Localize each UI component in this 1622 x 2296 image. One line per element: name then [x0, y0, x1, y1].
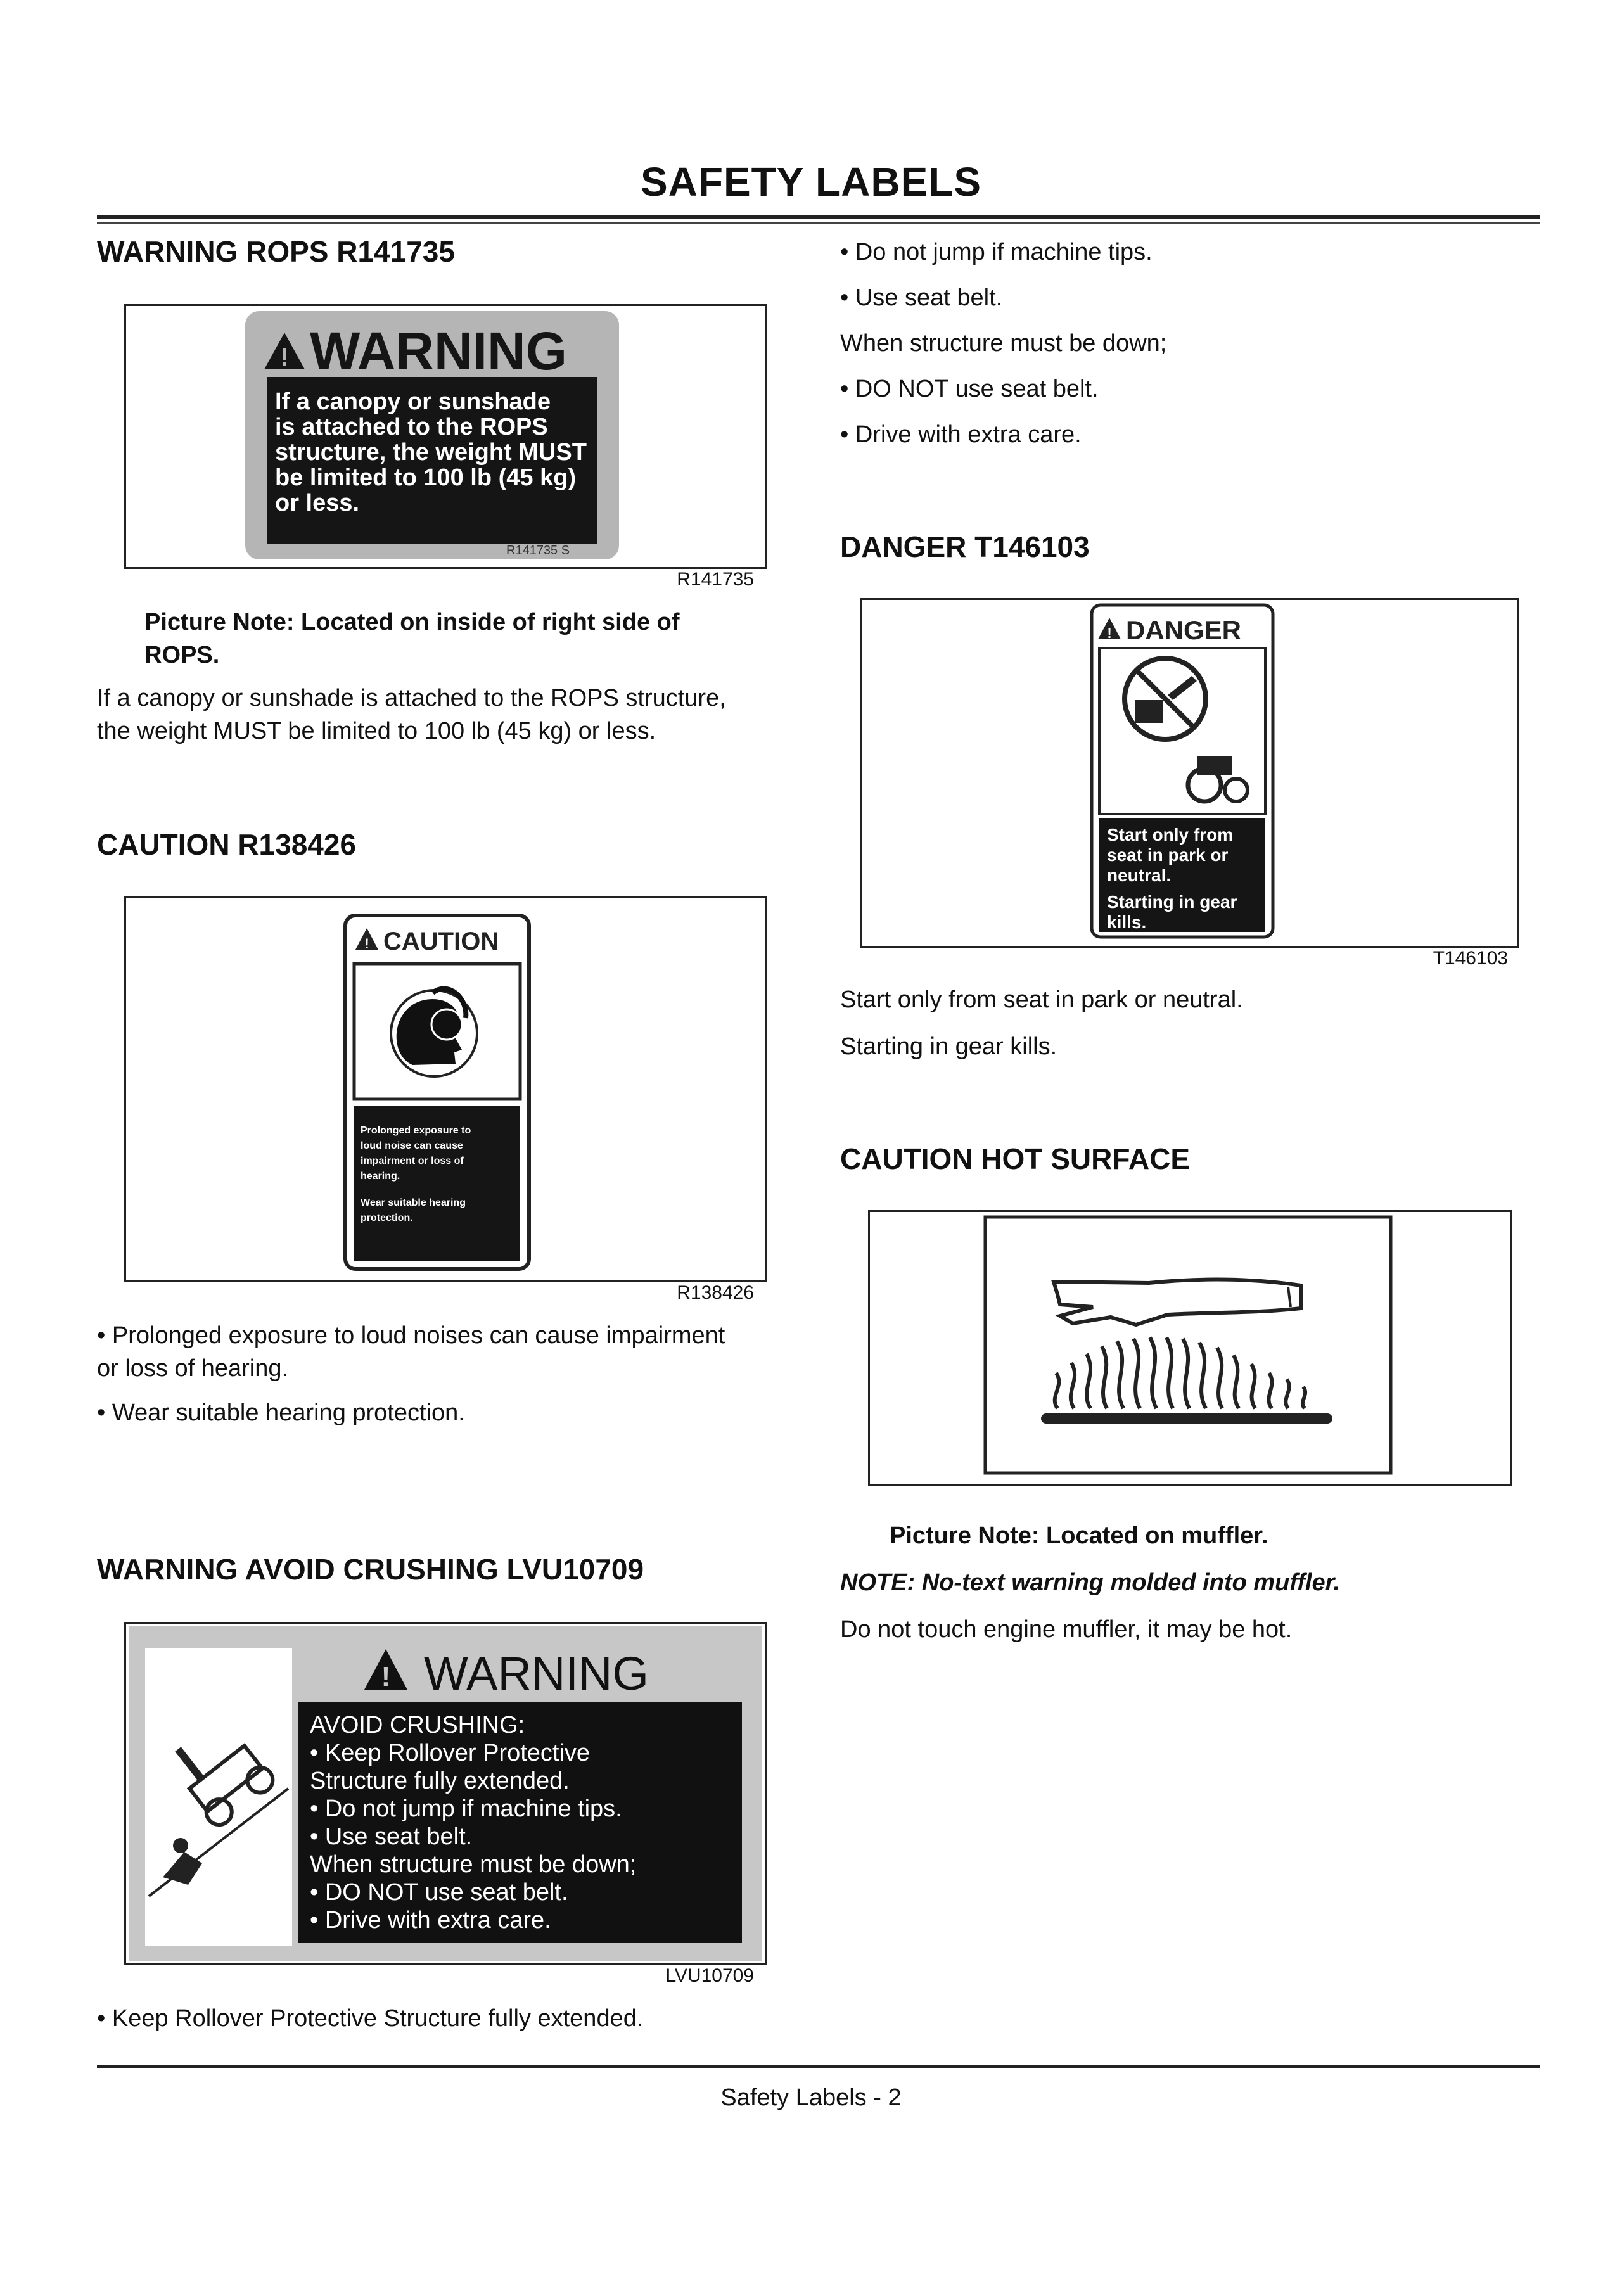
- svg-text:!: !: [364, 936, 369, 952]
- caution-decal-line: hearing.: [361, 1171, 400, 1182]
- danger-decal-line: Starting in gear: [1107, 892, 1237, 912]
- danger-decal: [862, 600, 1517, 946]
- danger-decal-header: DANGER: [1126, 615, 1242, 645]
- rops-decal-line: structure, the weight MUST: [275, 439, 587, 466]
- crushing-decal-line: • Drive with extra care.: [310, 1907, 551, 1934]
- crushing-label-frame: [124, 1622, 767, 1965]
- hot-surface-label-frame: [868, 1210, 1512, 1486]
- rops-heading: WARNING ROPS R141735: [97, 235, 455, 268]
- svg-text:!: !: [1107, 625, 1112, 641]
- crushing-decal-line: • Use seat belt.: [310, 1823, 473, 1850]
- crushing-bullet: • Keep Rollover Protective Structure fully extended.: [97, 2005, 644, 2032]
- caution-decal-line: impairment or loss of: [361, 1156, 464, 1166]
- crushing-decal-line: Structure fully extended.: [310, 1768, 570, 1794]
- caution-hearing-bullet: • Wear suitable hearing protection.: [97, 1400, 465, 1426]
- danger-decal-line: Start only from: [1107, 825, 1234, 845]
- danger-label-frame: [860, 598, 1519, 948]
- crushing-caption: LVU10709: [665, 1965, 754, 1986]
- danger-text: Starting in gear kills.: [840, 1033, 1057, 1060]
- footer-divider: [97, 2065, 1540, 2068]
- title-divider-thin: [97, 222, 1540, 224]
- rops-warning-decal: [126, 306, 765, 567]
- hot-surface-note: NOTE: No-text warning molded into muffler.: [840, 1569, 1340, 1596]
- caution-hearing-caption: R138426: [677, 1282, 754, 1303]
- rops-decal-line: is attached to the ROPS: [275, 414, 548, 440]
- hot-surface-heading: CAUTION HOT SURFACE: [840, 1142, 1190, 1175]
- caution-hearing-bullet-cont: or loss of hearing.: [97, 1355, 289, 1382]
- rops-decal-code: R141735 S: [506, 544, 570, 558]
- caution-decal-line: Wear suitable hearing: [361, 1197, 466, 1208]
- crushing-continued-line: When structure must be down;: [840, 330, 1167, 357]
- page-footer: Safety Labels - 2: [720, 2084, 902, 2111]
- rops-decal-header: WARNING: [310, 321, 567, 381]
- rops-decal-line: If a canopy or sunshade: [275, 388, 551, 415]
- danger-heading: DANGER T146103: [840, 530, 1090, 563]
- crushing-continued-line: • DO NOT use seat belt.: [840, 376, 1099, 402]
- rops-picture-note: Picture Note: Located on inside of right side of: [144, 609, 680, 635]
- rops-text-cont: the weight MUST be limited to 100 lb (45 kg) or less.: [97, 718, 656, 744]
- crushing-continued-line: • Do not jump if machine tips.: [840, 239, 1153, 265]
- crushing-warning-decal: [126, 1624, 765, 1963]
- hot-surface-picture-note: Picture Note: Located on muffler.: [890, 1522, 1268, 1549]
- svg-text:!: !: [381, 1661, 391, 1692]
- crushing-decal-line: AVOID CRUSHING:: [310, 1712, 525, 1738]
- caution-decal-line: Prolonged exposure to: [361, 1125, 471, 1136]
- danger-decal-line: neutral.: [1107, 865, 1172, 885]
- hot-surface-pictogram: [870, 1212, 1510, 1484]
- caution-hearing-decal: [126, 898, 765, 1280]
- title-divider: [97, 215, 1540, 219]
- caution-decal-line: loud noise can cause: [361, 1140, 463, 1151]
- crushing-heading: WARNING AVOID CRUSHING LVU10709: [97, 1553, 644, 1586]
- rops-label-frame: [124, 304, 767, 569]
- crushing-continued-line: • Drive with extra care.: [840, 421, 1082, 448]
- crushing-decal-line: • Keep Rollover Protective: [310, 1740, 591, 1766]
- caution-decal-line: protection.: [361, 1213, 413, 1223]
- rops-decal-line: be limited to 100 lb (45 kg): [275, 464, 577, 491]
- crushing-decal-line: When structure must be down;: [310, 1851, 637, 1878]
- rops-caption: R141735: [677, 569, 754, 590]
- crushing-decal-line: • Do not jump if machine tips.: [310, 1795, 622, 1822]
- rops-text: If a canopy or sunshade is attached to the ROPS structure,: [97, 685, 726, 711]
- hot-surface-text: Do not touch engine muffler, it may be hot.: [840, 1616, 1293, 1643]
- crushing-decal-line: • DO NOT use seat belt.: [310, 1879, 568, 1906]
- rops-picture-note-cont: ROPS.: [144, 642, 220, 668]
- danger-decal-line: seat in park or: [1107, 845, 1229, 865]
- danger-caption: T146103: [1433, 948, 1508, 969]
- crushing-continued-line: • Use seat belt.: [840, 284, 1003, 311]
- page-title: SAFETY LABELS: [640, 159, 982, 205]
- caution-hearing-label-frame: [124, 896, 767, 1282]
- rops-decal-line: or less.: [275, 490, 360, 516]
- crushing-decal-header: WARNING: [424, 1647, 649, 1700]
- caution-decal-header: CAUTION: [383, 928, 499, 955]
- danger-text: Start only from seat in park or neutral.: [840, 986, 1243, 1013]
- svg-text:!: !: [280, 343, 289, 371]
- caution-hearing-bullet: • Prolonged exposure to loud noises can cause impairment: [97, 1322, 725, 1349]
- danger-decal-line: kills.: [1107, 912, 1147, 932]
- caution-hearing-heading: CAUTION R138426: [97, 828, 357, 861]
